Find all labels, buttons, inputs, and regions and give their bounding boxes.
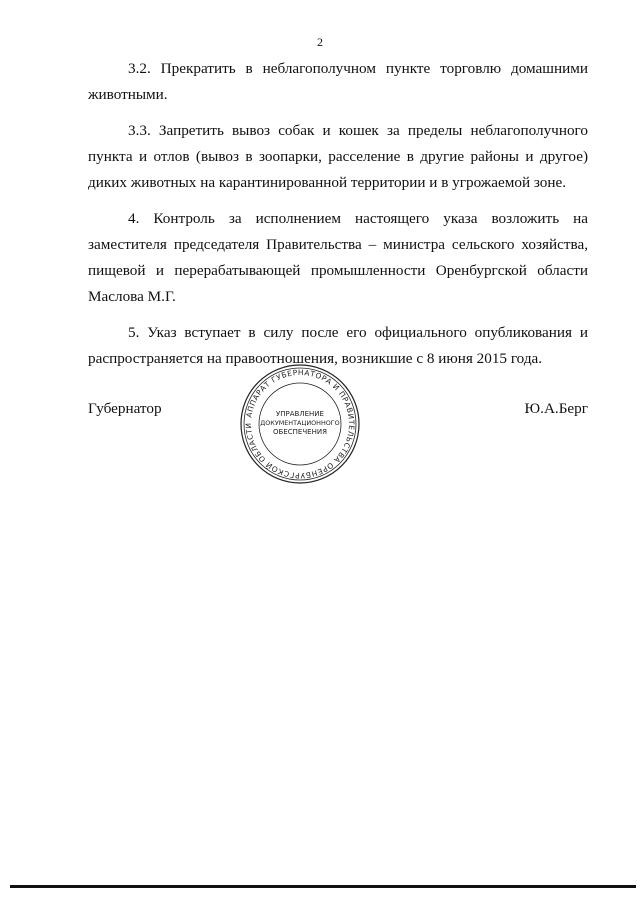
document-body: [88, 56, 588, 382]
official-seal: [238, 362, 362, 486]
paragraph-3-2: 3.2. Прекратить в неблагополучном пункте торговлю домашними животными.: [88, 60, 588, 103]
signatory-role: Губернатор: [88, 400, 162, 417]
paragraph-3-3: 3.3. Запретить вывоз собак и кошек за пределы неблагополучного пункта и отлов (вывоз в зоопарки, расселение в другие районы и другое) диких животных на карантинированной территории и в угрожаемой зоне.: [88, 122, 588, 191]
footer-rule: [10, 885, 636, 888]
seal-center-line-3: ОБЕСПЕЧЕНИЯ: [273, 428, 327, 436]
paragraph-4: 4. Контроль за исполнением настоящего указа возложить на заместителя председателя Правительства – министра сельского хозяйства, пищевой и перерабатывающей промышленности Оренбургской области Маслова М.Г.: [88, 210, 588, 305]
seal-center-line-2: ДОКУМЕНТАЦИОННОГО: [260, 419, 340, 427]
seal-ring-text: АППАРАТ ГУБЕРНАТОРА И ПРАВИТЕЛЬСТВА ОРЕНБУРГСКОЙ ОБЛАСТИ: [243, 367, 357, 481]
signature-block: [88, 367, 588, 481]
signatory-name: Ю.А.Берг: [524, 400, 588, 417]
page-number: 2: [317, 35, 323, 49]
paragraph-5: 5. Указ вступает в силу после его официального опубликования и распространяется на правоотношения, возникшие с 8 июня 2015 года.: [88, 324, 588, 367]
seal-center-line-1: УПРАВЛЕНИЕ: [276, 410, 324, 418]
